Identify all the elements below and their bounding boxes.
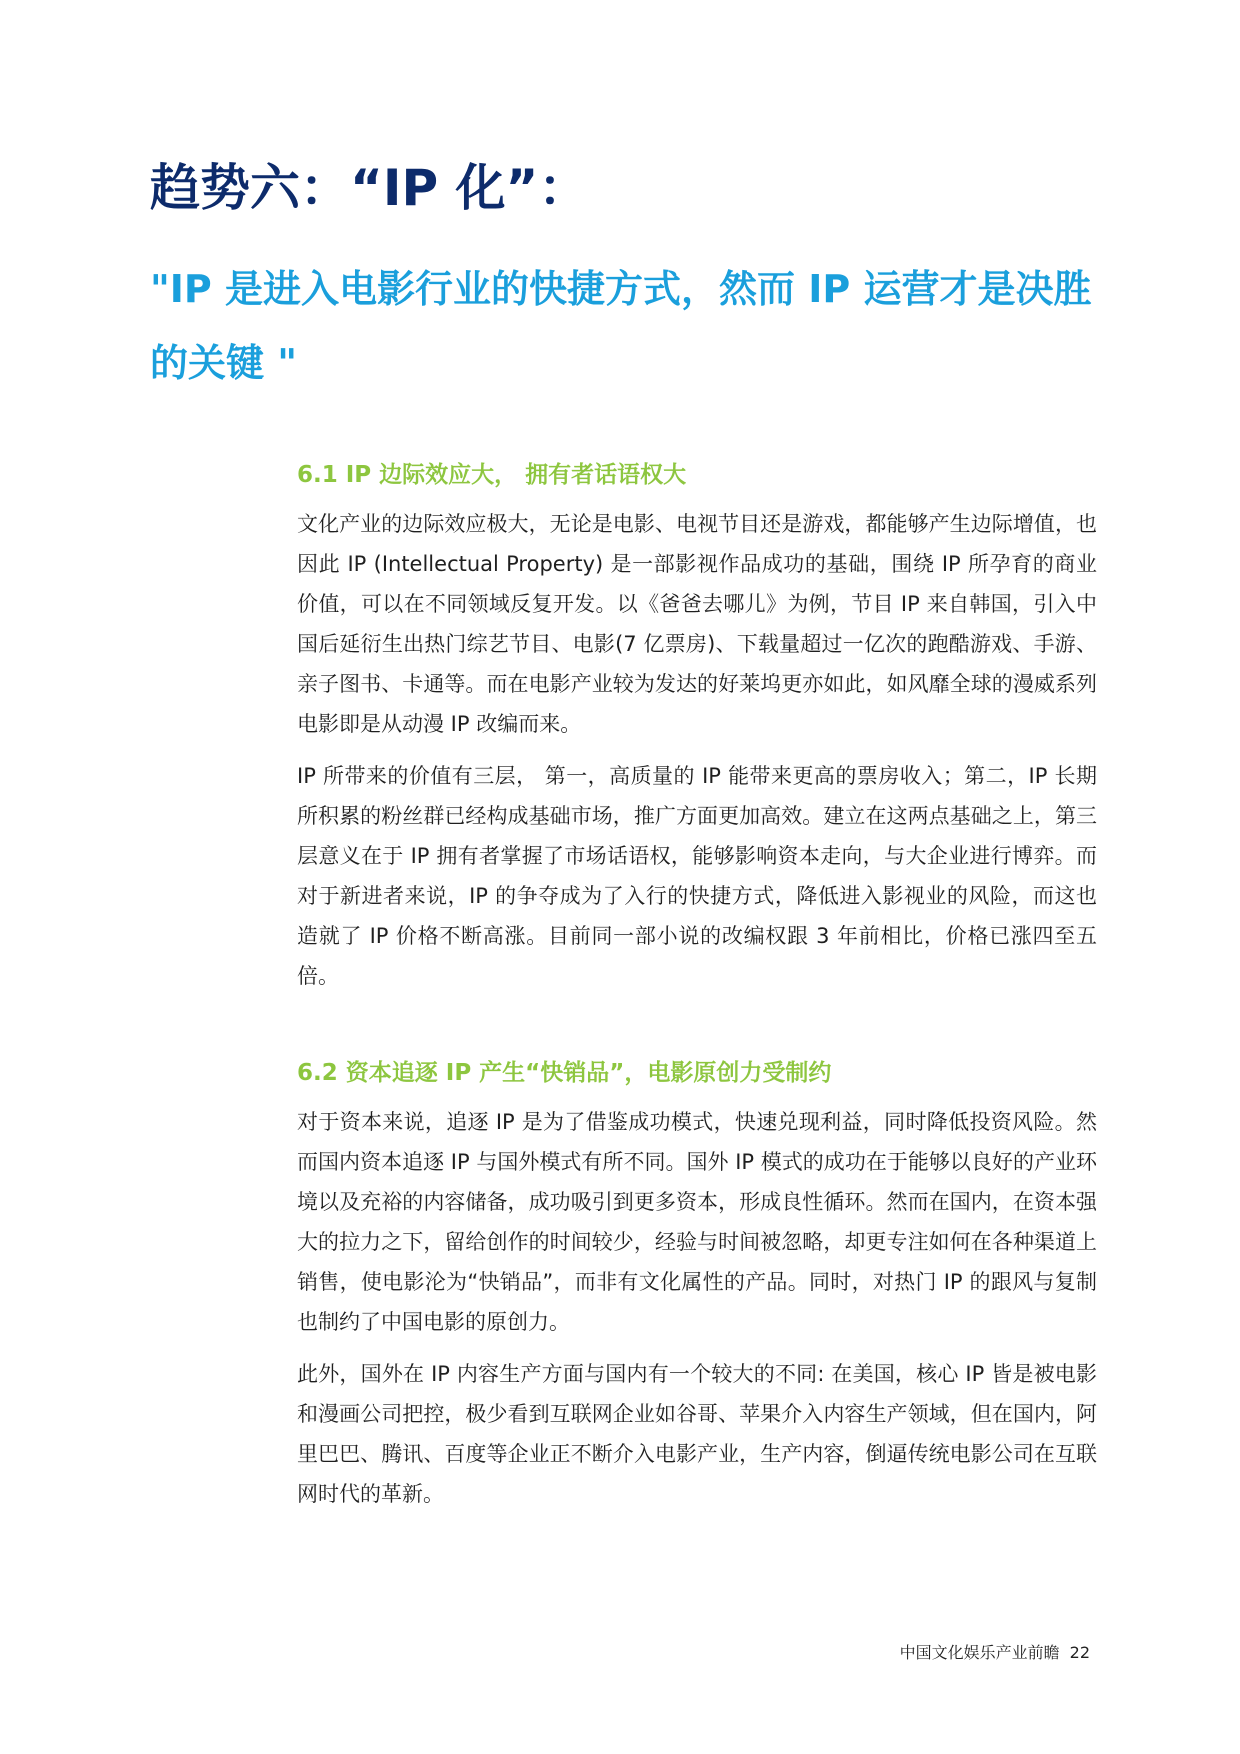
page-footer [900, 1640, 1090, 1663]
section-6-2-paragraph-1: 对于资本来说，追逐 IP 是为了借鉴成功模式，快速兑现利益，同时降低投资风险。然而国内资本追逐 IP 与国外模式有所不同。国外 IP 模式的成功在于能够以良好的产业环境以及充裕的内容储备，成功吸引到更多资本，形成良性循环。然而在国内，在资本强大的拉力之下，留给创作的时间较少，经验与时间被忽略，却更专注如何在各种渠道上销售，使电影沦为“快销品”，而非有文化属性的产品。同时，对热门 IP 的跟风与复制也制约了中国电影的原创力。 [297, 1110, 1097, 1334]
footer-publication-title: 中国文化娱乐产业前瞻 [899, 1643, 1060, 1662]
page-title: 趋势六：“IP 化”： [150, 159, 589, 217]
section-heading-6-1: 6.1 IP 边际效应大， 拥有者话语权大 [297, 462, 687, 488]
page-number: 22 [1069, 1643, 1090, 1662]
section-heading-6-2: 6.2 资本追逐 IP 产生“快销品”，电影原创力受制约 [297, 1060, 832, 1086]
section-6-2-paragraph-2: 此外，国外在 IP 内容生产方面与国内有一个较大的不同: 在美国，核心 IP 皆是被电影和漫画公司把控，极少看到互联网企业如谷哥、苹果介入内容生产领域，但在国内，阿里巴巴、腾讯、百度等企业正不断介入电影产业，生产内容，倒逼传统电影公司在互联网时代的革新。 [297, 1362, 1097, 1506]
section-6-1-paragraph-2: IP 所带来的价值有三层， 第一，高质量的 IP 能带来更高的票房收入；第二，IP 长期所积累的粉丝群已经构成基础市场，推广方面更加高效。建立在这两点基础之上，第三层意义在于 IP 拥有者掌握了市场话语权，能够影响资本走向，与大企业进行博弈。而对于新进者来说，IP 的争夺成为了入行的快捷方式，降低进入影视业的风险，而这也造就了 IP 价格不断高涨。目前同一部小说的改编权跟 3 年前相比，价格已涨四至五倍。 [297, 764, 1097, 988]
section-6-1-paragraph-1: 文化产业的边际效应极大，无论是电影、电视节目还是游戏，都能够产生边际增值，也因此 IP (Intellectual Property) 是一部影视作品成功的基础，围绕 IP 所孕育的商业价值，可以在不同领域反复开发。以《爸爸去哪儿》为例，节目 IP 来自韩国，引入中国后延衍生出热门综艺节目、电影(7 亿票房)、下载量超过一亿次的跑酷游戏、手游、亲子图书、卡通等。而在电影产业较为发达的好莱坞更亦如此，如风靡全球的漫威系列电影即是从动漫 IP 改编而来。 [297, 512, 1097, 736]
page-subtitle: "IP 是进入电影行业的快捷方式，然而 IP 运营才是决胜的关键 " [150, 267, 1092, 385]
main-content [297, 458, 1097, 1514]
